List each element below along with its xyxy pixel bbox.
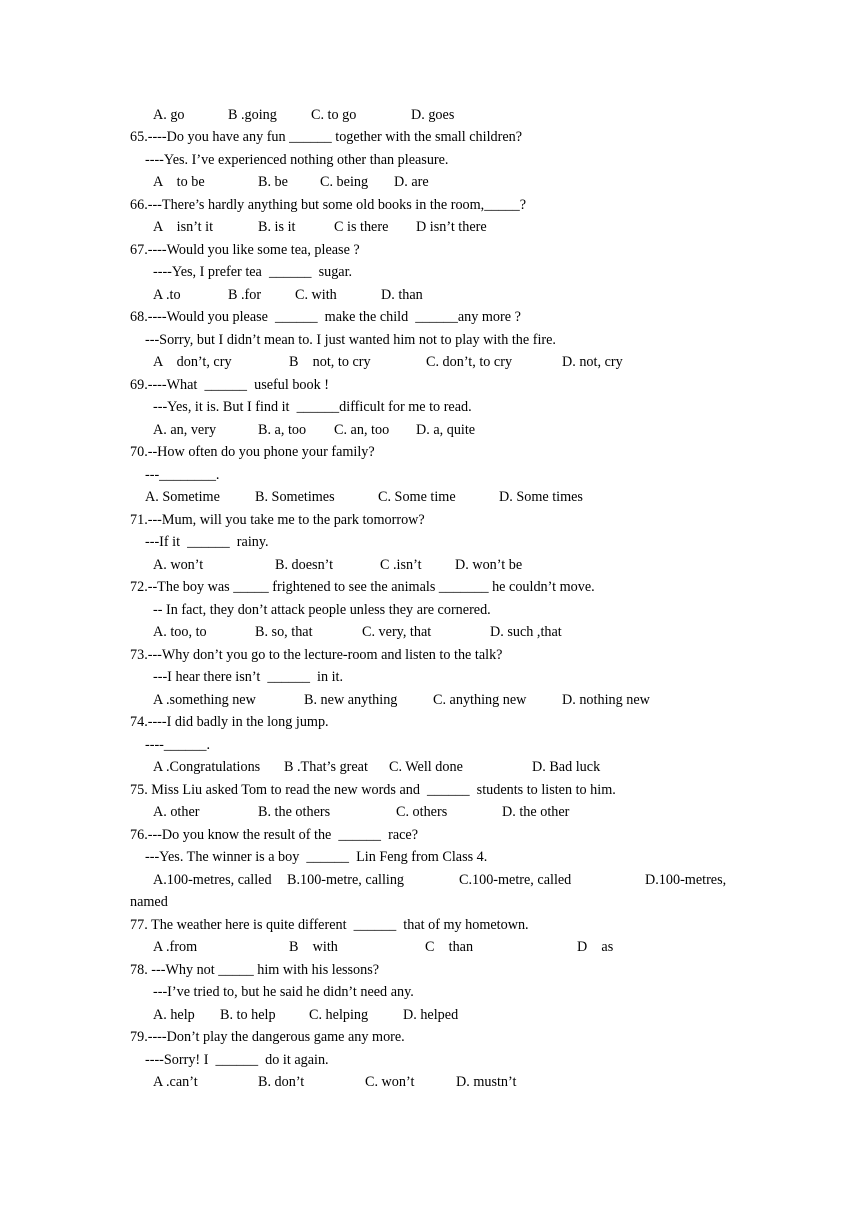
text-segment: ----Yes. I’ve experienced nothing other than pleasure. bbox=[145, 152, 449, 168]
text-segment: 68.----Would you please ______ make the child ______any more ? bbox=[130, 309, 521, 325]
answer-option: B. is it bbox=[258, 219, 296, 235]
answer-option: C. anything new bbox=[433, 692, 527, 708]
text-segment: named bbox=[130, 894, 168, 910]
text-segment: 73.---Why don’t you go to the lecture-room and listen to the talk? bbox=[130, 647, 503, 663]
answer-option: C. others bbox=[396, 804, 448, 820]
text-segment: ---________. bbox=[145, 467, 220, 483]
answer-option: D. not, cry bbox=[562, 354, 623, 370]
text-segment: 74.----I did badly in the long jump. bbox=[130, 714, 329, 730]
answer-option: B .for bbox=[228, 287, 262, 303]
answer-option: B. so, that bbox=[255, 624, 313, 640]
answer-option: A don’t, cry bbox=[153, 354, 232, 370]
answer-option: A .to bbox=[153, 287, 181, 303]
answer-option: D. Some times bbox=[499, 489, 583, 505]
answer-option: D. than bbox=[381, 287, 423, 303]
text-segment: 77. The weather here is quite different ______ that of my hometown. bbox=[130, 917, 529, 933]
text-segment: -- In fact, they don’t attack people unless they are cornered. bbox=[153, 602, 491, 618]
answer-option: D isn’t there bbox=[416, 219, 487, 235]
answer-option: C. an, too bbox=[334, 422, 390, 438]
answer-option: A.100-metres, called bbox=[153, 872, 272, 888]
answer-option: D. the other bbox=[502, 804, 570, 820]
answer-option: B .That’s great bbox=[284, 759, 368, 775]
answer-option: B. don’t bbox=[258, 1074, 305, 1090]
answer-option: B. new anything bbox=[304, 692, 398, 708]
answer-option: B.100-metre, calling bbox=[287, 872, 405, 888]
answer-option: D. are bbox=[394, 174, 429, 190]
answer-option: C. to go bbox=[311, 107, 357, 123]
answer-option: D. Bad luck bbox=[532, 759, 601, 775]
text-segment: 75. Miss Liu asked Tom to read the new words and ______ students to listen to him. bbox=[130, 782, 616, 798]
answer-option: D. helped bbox=[403, 1007, 459, 1023]
text-segment: ---Yes. The winner is a boy ______ Lin Feng from Class 4. bbox=[145, 849, 488, 865]
text-segment: 65.----Do you have any fun ______ together with the small children? bbox=[130, 129, 523, 145]
text-segment: ---I hear there isn’t ______ in it. bbox=[153, 669, 344, 685]
answer-option: B not, to cry bbox=[289, 354, 371, 370]
answer-option: A .from bbox=[153, 939, 198, 955]
text-segment: ---Sorry, but I didn’t mean to. I just wanted him not to play with the fire. bbox=[145, 332, 556, 348]
answer-option: D as bbox=[577, 939, 614, 955]
text-segment: 67.----Would you like some tea, please ? bbox=[130, 242, 360, 258]
answer-option: B. be bbox=[258, 174, 288, 190]
answer-option: B .going bbox=[228, 107, 277, 123]
answer-option: A. other bbox=[153, 804, 200, 820]
answer-option: C. being bbox=[320, 174, 369, 190]
text-segment: 71.---Mum, will you take me to the park tomorrow? bbox=[130, 512, 425, 528]
text-segment: 70.--How often do you phone your family? bbox=[130, 444, 375, 460]
text-segment: 78. ---Why not _____ him with his lessons? bbox=[130, 962, 380, 978]
answer-option: B. to help bbox=[220, 1007, 276, 1023]
text-segment: 79.----Don’t play the dangerous game any more. bbox=[130, 1029, 405, 1045]
text-segment: 76.---Do you know the result of the ______ race? bbox=[130, 827, 419, 843]
answer-option: A. an, very bbox=[153, 422, 217, 438]
text-segment: ---If it ______ rainy. bbox=[145, 534, 269, 550]
answer-option: C. don’t, to cry bbox=[426, 354, 513, 370]
text-segment: ----Sorry! I ______ do it again. bbox=[145, 1052, 329, 1068]
text-segment: 66.---There’s hardly anything but some old books in the room,_____? bbox=[130, 197, 526, 213]
answer-option: C.100-metre, called bbox=[459, 872, 572, 888]
answer-option: D. won’t be bbox=[455, 557, 523, 573]
answer-option: A isn’t it bbox=[153, 219, 214, 235]
answer-option: A .Congratulations bbox=[153, 759, 261, 775]
answer-option: A to be bbox=[153, 174, 205, 190]
text-segment: ---Yes, it is. But I find it ______difficult for me to read. bbox=[153, 399, 472, 415]
answer-option: D. mustn’t bbox=[456, 1074, 517, 1090]
answer-option: B. a, too bbox=[258, 422, 307, 438]
answer-option: C than bbox=[425, 939, 474, 955]
answer-option: B with bbox=[289, 939, 338, 955]
answer-option: D. nothing new bbox=[562, 692, 650, 708]
answer-option: C. won’t bbox=[365, 1074, 415, 1090]
answer-option: D.100-metres, bbox=[645, 872, 727, 888]
answer-option: A. help bbox=[153, 1007, 195, 1023]
text-segment: 72.--The boy was _____ frightened to see the animals _______ he couldn’t move. bbox=[130, 579, 595, 595]
answer-option: A .can’t bbox=[153, 1074, 198, 1090]
text-segment: ---I’ve tried to, but he said he didn’t need any. bbox=[153, 984, 414, 1000]
answer-option: C is there bbox=[334, 219, 389, 235]
answer-option: B. Sometimes bbox=[255, 489, 335, 505]
answer-option: B. the others bbox=[258, 804, 331, 820]
answer-option: C. Well done bbox=[389, 759, 463, 775]
answer-option: D. a, quite bbox=[416, 422, 476, 438]
answer-option: C. helping bbox=[309, 1007, 369, 1023]
answer-option: A. too, to bbox=[153, 624, 207, 640]
text-segment: ----Yes, I prefer tea ______ sugar. bbox=[153, 264, 353, 280]
answer-option: D. such ,that bbox=[490, 624, 562, 640]
answer-option: C .isn’t bbox=[380, 557, 422, 573]
answer-option: C. very, that bbox=[362, 624, 432, 640]
answer-option: C. with bbox=[295, 287, 337, 303]
answer-option: A. won’t bbox=[153, 557, 204, 573]
answer-option: A .something new bbox=[153, 692, 256, 708]
answer-option: A. go bbox=[153, 107, 185, 123]
answer-option: C. Some time bbox=[378, 489, 456, 505]
text-segment: 69.----What ______ useful book ! bbox=[130, 377, 329, 393]
answer-option: A. Sometime bbox=[145, 489, 220, 505]
answer-option: D. goes bbox=[411, 107, 455, 123]
text-segment: ----______. bbox=[145, 737, 211, 753]
answer-option: B. doesn’t bbox=[275, 557, 334, 573]
